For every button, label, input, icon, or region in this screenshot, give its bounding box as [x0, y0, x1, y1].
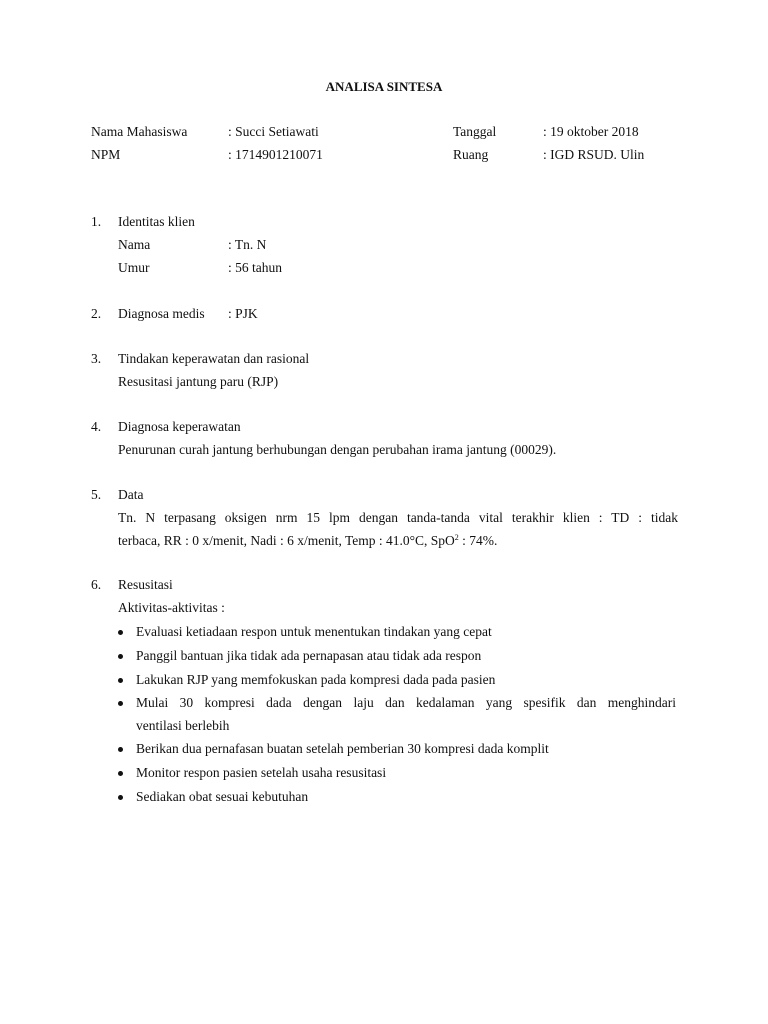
- client-age-value: : 56 tahun: [228, 260, 282, 275]
- bullet-icon: [118, 654, 123, 659]
- student-name-label: Nama Mahasiswa: [91, 124, 188, 139]
- npm-value: : 1714901210071: [228, 147, 323, 162]
- section-heading: Identitas klien: [118, 214, 195, 229]
- data-line: Tn. N terpasang oksigen nrm 15 lpm dengan tanda-tanda vital terakhir klien : TD : tidak: [118, 510, 678, 525]
- bullet-icon: [118, 771, 123, 776]
- bullet-icon: [118, 630, 123, 635]
- bullet-icon: [118, 678, 123, 683]
- section-number: 3.: [91, 351, 102, 366]
- student-name-value: : Succi Setiawati: [228, 124, 319, 139]
- date-label: Tanggal: [453, 124, 497, 139]
- data-line-text: terbaca, RR : 0 x/menit, Nadi : 6 x/menit, Temp : 41.0°C, SpO: [118, 533, 455, 548]
- section-text: Resusitasi jantung paru (RJP): [118, 374, 279, 389]
- medical-diagnosis-value: : PJK: [228, 306, 258, 321]
- bullet-icon: [118, 747, 123, 752]
- npm-label: NPM: [91, 147, 121, 162]
- section-number: 5.: [91, 487, 102, 502]
- data-line: [118, 534, 497, 548]
- room-value: : IGD RSUD. Ulin: [543, 147, 645, 162]
- section-subheading: Aktivitas-aktivitas :: [118, 600, 225, 615]
- section-number: 6.: [91, 577, 102, 592]
- section-number: 4.: [91, 419, 102, 434]
- client-name-label: Nama: [118, 237, 151, 252]
- section-heading: Diagnosa medis: [118, 306, 205, 321]
- list-item: Monitor respon pasien setelah usaha resusitasi: [136, 765, 387, 780]
- list-item: Sediakan obat sesuai kebutuhan: [136, 789, 309, 804]
- list-item: Berikan dua pernafasan buatan setelah pemberian 30 kompresi dada komplit: [136, 741, 549, 756]
- section-heading: Diagnosa keperawatan: [118, 419, 241, 434]
- document-title: ANALISA SINTESA: [325, 79, 443, 94]
- section-number: 1.: [91, 214, 102, 229]
- list-item: Lakukan RJP yang memfokuskan pada kompresi dada pada pasien: [136, 672, 496, 687]
- date-value: : 19 oktober 2018: [543, 124, 639, 139]
- list-item: Evaluasi ketiadaan respon untuk menentukan tindakan yang cepat: [136, 624, 492, 639]
- section-heading: Tindakan keperawatan dan rasional: [118, 351, 310, 366]
- client-age-label: Umur: [118, 260, 150, 275]
- bullet-icon: [118, 795, 123, 800]
- data-line-text: : 74%.: [458, 533, 498, 548]
- list-item-continuation: ventilasi berlebih: [136, 718, 230, 733]
- list-item: Panggil bantuan jika tidak ada pernapasan atau tidak ada respon: [136, 648, 482, 663]
- section-heading: Resusitasi: [118, 577, 173, 592]
- client-name-value: : Tn. N: [228, 237, 267, 252]
- bullet-icon: [118, 701, 123, 706]
- superscript: 2: [454, 533, 459, 542]
- room-label: Ruang: [453, 147, 489, 162]
- section-text: Penurunan curah jantung berhubungan dengan perubahan irama jantung (00029).: [118, 442, 557, 457]
- section-heading: Data: [118, 487, 144, 502]
- section-number: 2.: [91, 306, 102, 321]
- list-item: Mulai 30 kompresi dada dengan laju dan kedalaman yang spesifik dan menghindari: [136, 695, 676, 710]
